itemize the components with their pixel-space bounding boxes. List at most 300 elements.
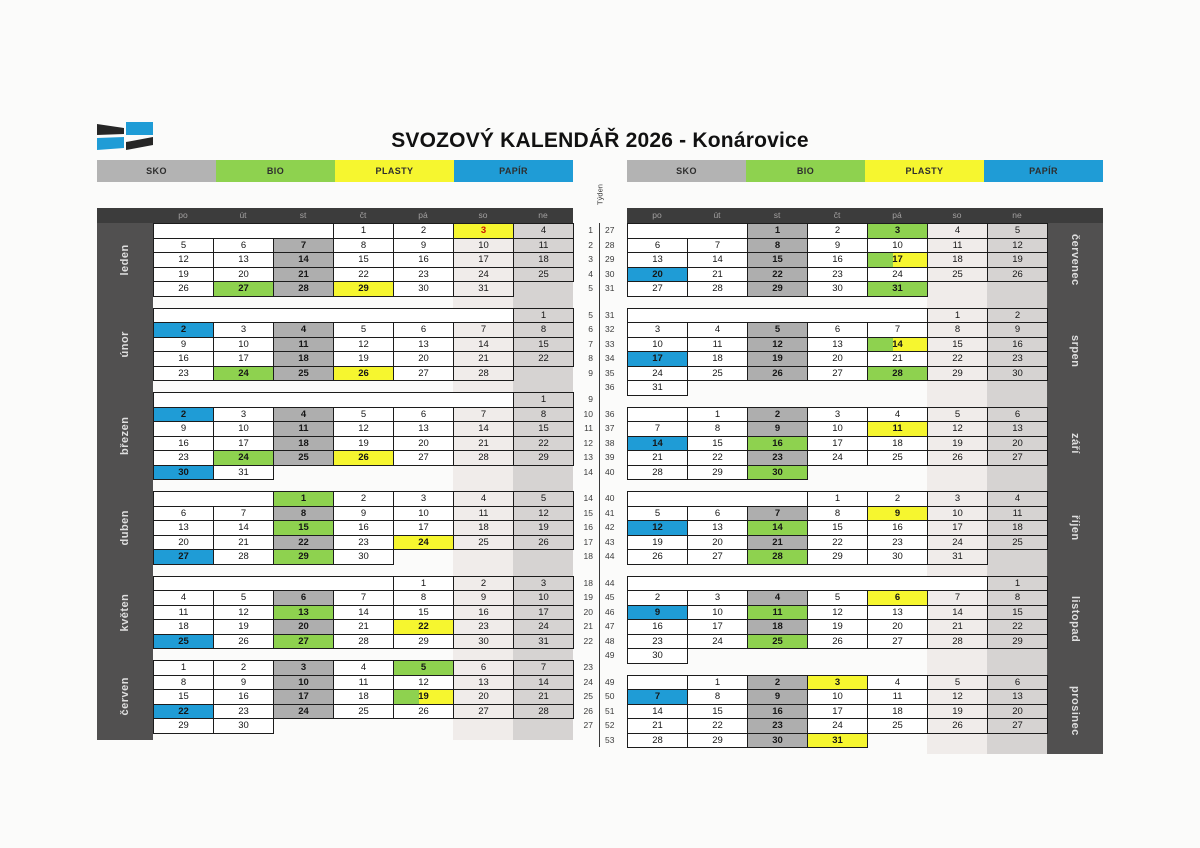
legend-item-sko: SKO [97,160,216,182]
week-number: 30 [605,268,615,279]
day-cell-sko: 11 [273,421,334,437]
day-cell: 30 [213,718,274,734]
day-cell-bio: 24 [213,366,274,382]
day-cell: 17 [213,436,274,452]
week-number-group [575,308,593,381]
day-cell-sko: 2 [747,675,808,691]
empty-cell [627,491,808,507]
day-cell-bio-plasty: 14 [867,337,928,353]
day-cell: 20 [987,436,1048,452]
day-cell-sko: 5 [747,322,808,338]
day-cell: 18 [867,436,928,452]
day-cell: 2 [453,576,514,592]
day-cell-bio: 14 [747,520,808,536]
day-cell: 7 [627,421,688,437]
day-cell-sko: 9 [747,689,808,705]
week-number: 13 [583,452,593,462]
day-cell-papir: 30 [153,465,214,481]
day-cell: 18 [153,619,214,635]
week-row [627,491,1047,507]
empty-cell [153,576,394,592]
day-cell: 1 [513,308,574,324]
day-cell: 29 [513,450,574,466]
day-cell-sko: 21 [273,267,334,283]
week-row [153,549,573,565]
day-cell-bio: 25 [747,634,808,650]
day-cell: 21 [453,436,514,452]
day-cell: 5 [987,223,1048,239]
day-cell: 17 [453,252,514,268]
day-cell: 21 [687,267,748,283]
day-cell-papir: 9 [627,605,688,621]
empty-cell [153,308,514,324]
day-cell-plasty: 26 [333,366,394,382]
day-cell-bio: 16 [747,436,808,452]
day-cell: 14 [333,605,394,621]
week-row [153,689,573,705]
day-cell: 10 [213,337,274,353]
week-row [627,281,1047,297]
week-row [153,407,573,423]
week-row [153,535,573,551]
day-cell: 13 [213,252,274,268]
day-cell: 4 [453,491,514,507]
day-cell: 26 [927,450,988,466]
day-header-row [627,208,1103,223]
week-row [153,576,573,592]
week-number: 44 [605,551,615,561]
week-number: 26 [583,705,593,716]
day-cell-sko: 4 [747,590,808,606]
day-cell: 26 [153,281,214,297]
day-cell-sko: 14 [273,252,334,268]
day-cell: 10 [213,421,274,437]
day-cell: 27 [867,634,928,650]
day-cell: 21 [333,619,394,635]
empty-cell [627,576,988,592]
day-cell: 7 [513,660,574,676]
day-cell: 22 [807,535,868,551]
day-cell: 5 [153,238,214,254]
day-cell: 1 [393,576,454,592]
day-cell: 24 [807,450,868,466]
month-září [627,407,1081,481]
empty-cell [627,407,688,423]
day-cell: 26 [393,704,454,720]
day-cell: 24 [807,718,868,734]
week-row [627,351,1047,367]
day-cell: 5 [333,322,394,338]
day-cell: 27 [453,704,514,720]
day-cell: 21 [867,351,928,367]
day-cell: 19 [627,535,688,551]
day-cell: 17 [213,351,274,367]
week-number: 8 [588,353,593,363]
day-cell-bio: 27 [213,281,274,297]
day-cell: 15 [153,689,214,705]
day-cell: 23 [453,619,514,635]
day-cell: 5 [513,491,574,507]
week-row [153,281,573,297]
legend-item-bio: BIO [746,160,865,182]
day-cell: 10 [393,506,454,522]
day-cell-sko: 4 [273,407,334,423]
week-number: 4 [588,268,593,279]
empty-cell [627,308,928,324]
day-cell: 1 [513,392,574,408]
week-number-group [605,223,623,296]
day-cell: 10 [513,590,574,606]
legend-item-bio: BIO [216,160,335,182]
day-cell: 11 [987,506,1048,522]
week-number-group [575,392,593,479]
day-cell-plasty: 26 [333,450,394,466]
week-row [627,380,1047,396]
week-number: 21 [583,621,593,631]
day-cell: 26 [213,634,274,650]
week-number: 14 [583,466,593,477]
week-row [153,267,573,283]
day-cell: 1 [807,491,868,507]
week-row [153,660,573,676]
week-number: 41 [605,507,615,518]
day-cell: 21 [513,689,574,705]
week-number: 22 [583,635,593,646]
day-cell: 12 [333,421,394,437]
day-cell: 26 [513,535,574,551]
month-label: březen [119,416,131,456]
day-cell: 5 [627,506,688,522]
day-cell: 7 [453,322,514,338]
day-cell-papir: 27 [153,549,214,565]
legend-item-papír: PAPÍR [984,160,1103,182]
week-number: 42 [605,522,615,532]
day-cell-plasty: 22 [393,619,454,635]
day-cell-sko: 4 [273,322,334,338]
week-number: 10 [583,408,593,419]
day-cell: 19 [333,351,394,367]
week-number-group [575,491,593,564]
day-cell: 19 [927,436,988,452]
day-cell-bio-plasty: 17 [867,252,928,268]
day-cell: 23 [987,351,1048,367]
week-number: 17 [583,536,593,547]
day-cell-plasty: 24 [393,535,454,551]
day-cell: 2 [333,491,394,507]
day-cell: 19 [807,619,868,635]
day-cell: 8 [333,238,394,254]
day-cell: 10 [807,689,868,705]
day-cell: 17 [807,436,868,452]
day-cell-sko: 9 [747,421,808,437]
day-cell: 7 [867,322,928,338]
divider-line [599,223,600,747]
day-cell: 30 [807,281,868,297]
week-row [627,733,1047,749]
day-cell: 4 [867,407,928,423]
day-cell: 22 [987,619,1048,635]
day-cell: 15 [333,252,394,268]
day-cell: 13 [687,520,748,536]
day-cell-sko: 11 [273,337,334,353]
day-cell: 12 [213,605,274,621]
day-cell: 4 [513,223,574,239]
day-cell: 17 [513,605,574,621]
day-cell-sko: 2 [747,407,808,423]
day-cell: 31 [213,465,274,481]
day-cell: 28 [627,465,688,481]
day-cell: 15 [393,605,454,621]
week-number: 9 [588,394,593,404]
day-cell: 18 [687,351,748,367]
week-row [627,308,1047,324]
day-cell-plasty: 6 [867,590,928,606]
day-cell-bio-plasty: 19 [393,689,454,705]
day-cell: 24 [453,267,514,283]
day-cell-papir: 25 [153,634,214,650]
week-number: 5 [588,283,593,293]
day-cell: 8 [687,421,748,437]
day-cell-sko: 12 [747,337,808,353]
week-row [153,465,573,481]
day-cell: 20 [213,267,274,283]
day-cell: 21 [927,619,988,635]
day-cell-plasty: 29 [333,281,394,297]
day-cell-sko: 21 [747,535,808,551]
day-cell: 6 [393,322,454,338]
day-cell: 13 [987,689,1048,705]
week-number-group [575,576,593,649]
day-cell-papir: 17 [627,351,688,367]
day-cell: 8 [153,675,214,691]
month-label: srpen [1069,335,1081,368]
day-cell: 22 [687,718,748,734]
day-cell-papir: 22 [153,704,214,720]
week-number: 45 [605,592,615,602]
right-half [627,160,1103,747]
week-row [627,421,1047,437]
day-cell-bio: 28 [747,549,808,565]
week-row [627,675,1047,691]
day-cell: 7 [453,407,514,423]
day-cell-plasty: 3 [807,675,868,691]
day-cell-sko: 22 [273,535,334,551]
week-row [627,549,1047,565]
day-cell: 1 [333,223,394,239]
day-cell: 23 [213,704,274,720]
day-cell: 30 [453,634,514,650]
day-cell: 1 [687,407,748,423]
day-cell: 9 [153,421,214,437]
calendar-months-jul-dec [627,208,1103,748]
day-cell-sko: 18 [747,619,808,635]
day-cell: 28 [453,366,514,382]
month-label: září [1069,432,1081,454]
week-number: 36 [605,408,615,419]
day-cell: 11 [867,689,928,705]
day-cell-sko: 25 [273,366,334,382]
day-cell: 27 [393,450,454,466]
week-row [153,238,573,254]
day-cell: 31 [927,549,988,565]
week-number: 2 [588,239,593,250]
day-cell: 24 [513,619,574,635]
day-cell: 11 [687,337,748,353]
week-number: 40 [605,493,615,503]
week-row [627,648,1047,664]
day-cell-bio: 1 [273,491,334,507]
day-cell-papir: 7 [627,689,688,705]
day-header-út: út [713,210,721,220]
day-cell: 3 [807,407,868,423]
week-row [153,436,573,452]
day-cell-sko: 17 [273,689,334,705]
month-květen [119,576,573,650]
day-cell: 19 [987,252,1048,268]
empty-cell [627,223,748,239]
left-half [97,160,573,747]
day-cell: 7 [213,506,274,522]
week-row [627,322,1047,338]
month-červenec [627,223,1081,297]
day-cell: 15 [687,704,748,720]
day-cell-sko: 7 [273,238,334,254]
week-number: 44 [605,577,615,588]
day-cell: 12 [393,675,454,691]
week-number-group [605,576,623,663]
day-cell: 20 [987,704,1048,720]
week-number: 40 [605,466,615,477]
month-duben [119,491,573,565]
day-cell: 28 [513,704,574,720]
day-cell: 20 [807,351,868,367]
day-cell: 12 [513,506,574,522]
week-number: 14 [583,493,593,503]
day-cell: 10 [627,337,688,353]
day-cell: 19 [513,520,574,536]
day-cell: 10 [927,506,988,522]
day-cell: 25 [867,718,928,734]
day-cell: 25 [987,535,1048,551]
week-row [153,704,573,720]
day-cell: 22 [687,450,748,466]
day-cell: 28 [333,634,394,650]
day-cell: 7 [333,590,394,606]
day-cell: 30 [867,549,928,565]
week-row [627,605,1047,621]
day-cell: 4 [687,322,748,338]
week-number: 48 [605,635,615,646]
day-cell: 21 [213,535,274,551]
week-row [153,351,573,367]
day-cell: 15 [807,520,868,536]
day-cell: 26 [987,267,1048,283]
week-number: 28 [605,239,615,250]
day-cell: 8 [393,590,454,606]
month-leden [119,223,573,297]
month-label: červenec [1069,233,1081,286]
day-cell: 2 [807,223,868,239]
day-cell: 6 [213,238,274,254]
day-cell-sko: 8 [747,238,808,254]
day-cell: 28 [627,733,688,749]
week-number: 24 [583,676,593,687]
day-cell: 2 [987,308,1048,324]
month-únor [119,308,573,382]
week-row [153,322,573,338]
week-number: 47 [605,621,615,631]
day-cell: 2 [213,660,274,676]
week-number: 31 [605,309,615,320]
day-cell-bio: 29 [273,549,334,565]
day-cell: 12 [807,605,868,621]
week-number: 5 [588,309,593,320]
day-cell: 18 [333,689,394,705]
week-number: 12 [583,437,593,448]
day-cell: 1 [687,675,748,691]
day-header-čt: čt [359,210,367,220]
week-row [627,718,1047,734]
week-row [153,619,573,635]
day-cell: 23 [627,634,688,650]
legend-item-plasty: PLASTY [335,160,454,182]
day-cell: 6 [153,506,214,522]
day-cell-sko: 23 [747,718,808,734]
day-cell: 18 [867,704,928,720]
day-cell: 6 [987,675,1048,691]
day-cell: 27 [807,366,868,382]
legend-right [627,160,1103,182]
day-cell-bio: 5 [393,660,454,676]
week-number: 9 [588,367,593,378]
day-cell: 3 [513,576,574,592]
week-number-group [605,675,623,748]
day-cell: 23 [333,535,394,551]
day-cell: 25 [513,267,574,283]
day-cell: 26 [807,634,868,650]
day-cell: 9 [213,675,274,691]
week-row [627,535,1047,551]
day-cell: 20 [393,351,454,367]
week-number: 46 [605,606,615,617]
day-cell: 3 [627,322,688,338]
day-cell: 11 [927,238,988,254]
day-header-čt: čt [833,210,841,220]
day-cell-papir: 14 [627,436,688,452]
week-number: 49 [605,650,615,660]
tyden-label: Týden [595,184,605,205]
day-cell-plasty: 3 [453,223,514,239]
day-header-so: so [952,210,962,220]
day-cell: 2 [867,491,928,507]
day-header-po: po [178,210,188,220]
day-cell-sko: 7 [747,506,808,522]
day-cell: 15 [687,436,748,452]
week-row [627,267,1047,283]
week-row [153,223,573,239]
week-row [153,634,573,650]
week-row [627,619,1047,635]
day-cell: 11 [453,506,514,522]
day-cell-plasty: 11 [867,421,928,437]
week-row [627,238,1047,254]
week-number: 29 [605,254,615,264]
day-cell: 24 [867,267,928,283]
day-cell: 22 [927,351,988,367]
day-cell: 1 [927,308,988,324]
day-cell: 3 [927,491,988,507]
day-cell: 23 [393,267,454,283]
